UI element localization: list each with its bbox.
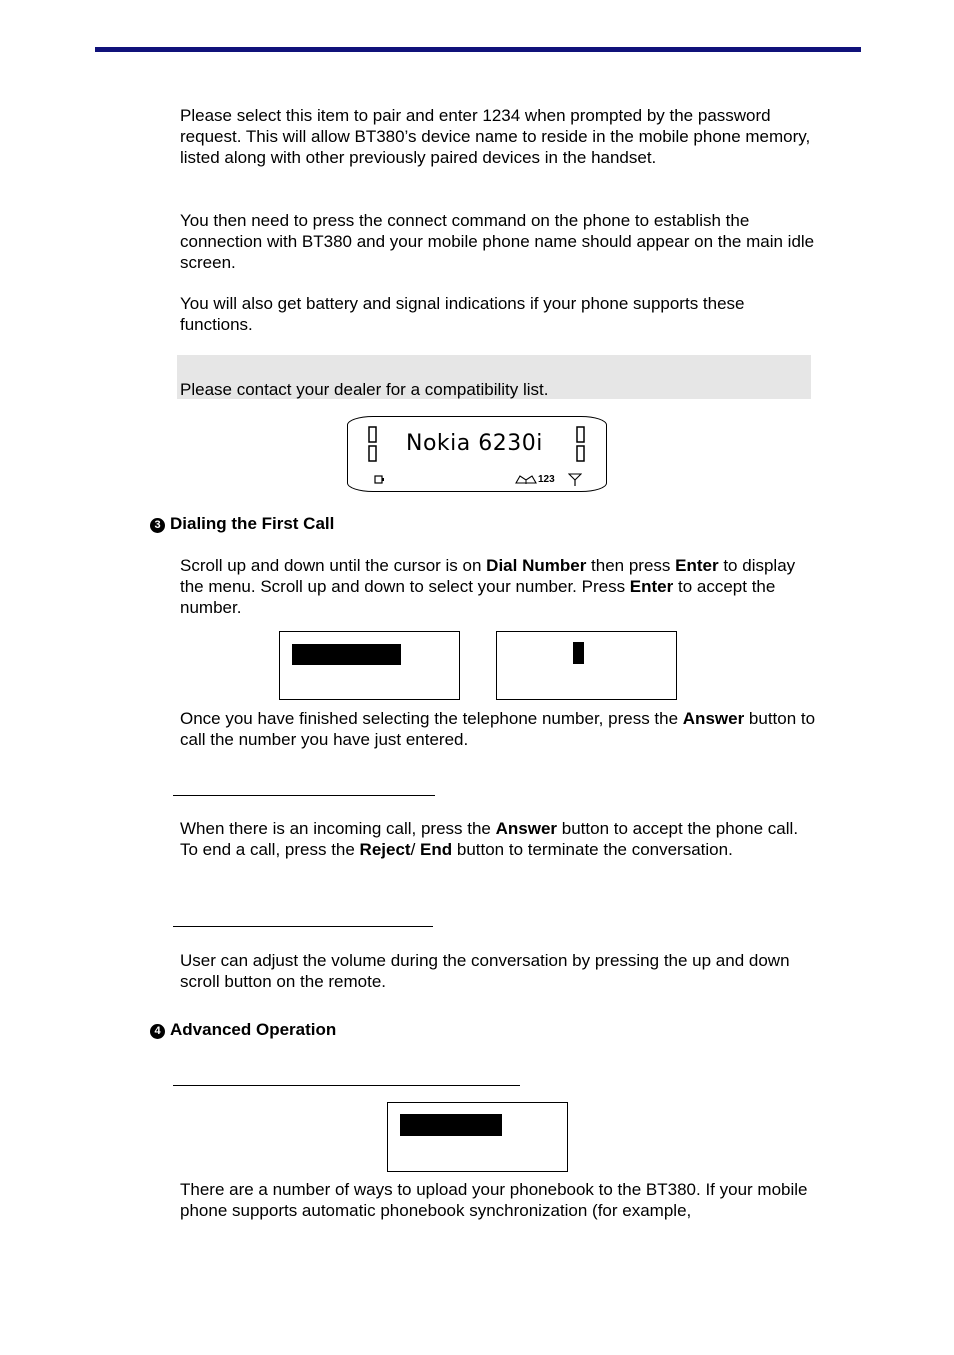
dial-instructions-paragraph: Scroll up and down until the cursor is on Dial Number then press Enter to display the menu. Scroll up and down to select your number. Press Enter to accept the number. bbox=[180, 556, 796, 617]
connect-paragraph: You then need to press the connect command on the phone to establish the connection with BT380 and your mobile phone name should appear on the main idle screen. bbox=[180, 211, 815, 272]
battery-small-icon bbox=[374, 475, 386, 485]
signal-level-icon bbox=[574, 426, 588, 464]
section3-heading: 3 Dialing the First Call bbox=[150, 513, 334, 534]
phonebook-icon bbox=[515, 474, 537, 486]
section4-heading: 4 Advanced Operation bbox=[150, 1019, 336, 1040]
subheading-underline bbox=[173, 1085, 520, 1086]
compatibility-note: Please contact your dealer for a compatibility list. bbox=[180, 380, 549, 399]
number-entry-screen bbox=[496, 631, 677, 700]
dial-menu-screen bbox=[279, 631, 460, 700]
lcd-display-illustration bbox=[347, 416, 607, 492]
lcd-mode-text: 123 bbox=[538, 474, 555, 485]
subheading-underline bbox=[173, 795, 435, 796]
indications-paragraph: You will also get battery and signal indications if your phone supports these functions. bbox=[180, 294, 745, 334]
pairing-paragraph: Please select this item to pair and enter 1234 when prompted by the password request. This will allow BT380’s device name to reside in the mobile phone memory, listed along with other previously paired devices in the handset. bbox=[180, 106, 811, 167]
phonebook-menu-screen bbox=[387, 1102, 568, 1172]
menu-highlight-bar bbox=[400, 1114, 502, 1136]
section4-bullet: 4 bbox=[150, 1024, 165, 1039]
volume-paragraph: User can adjust the volume during the conversation by pressing the up and down scroll button on the remote. bbox=[180, 951, 790, 991]
text-cursor bbox=[573, 642, 584, 664]
incoming-call-paragraph: When there is an incoming call, press the Answer button to accept the phone call. To end a call, press the Reject/ End button to terminate the conversation. bbox=[180, 819, 799, 859]
lcd-device-name: Nokia 6230i bbox=[406, 431, 543, 456]
header-bar bbox=[95, 47, 861, 52]
answer-paragraph: Once you have finished selecting the telephone number, press the Answer button to call the number you have just entered. bbox=[180, 709, 816, 749]
section3-bullet: 3 bbox=[150, 518, 165, 533]
menu-highlight-bar bbox=[292, 644, 401, 665]
battery-level-icon bbox=[366, 426, 380, 464]
phonebook-upload-paragraph: There are a number of ways to upload your phonebook to the BT380. If your mobile phone supports automatic phonebook synchronization (for example, bbox=[180, 1180, 808, 1220]
subheading-underline bbox=[173, 926, 433, 927]
antenna-icon bbox=[568, 473, 582, 487]
